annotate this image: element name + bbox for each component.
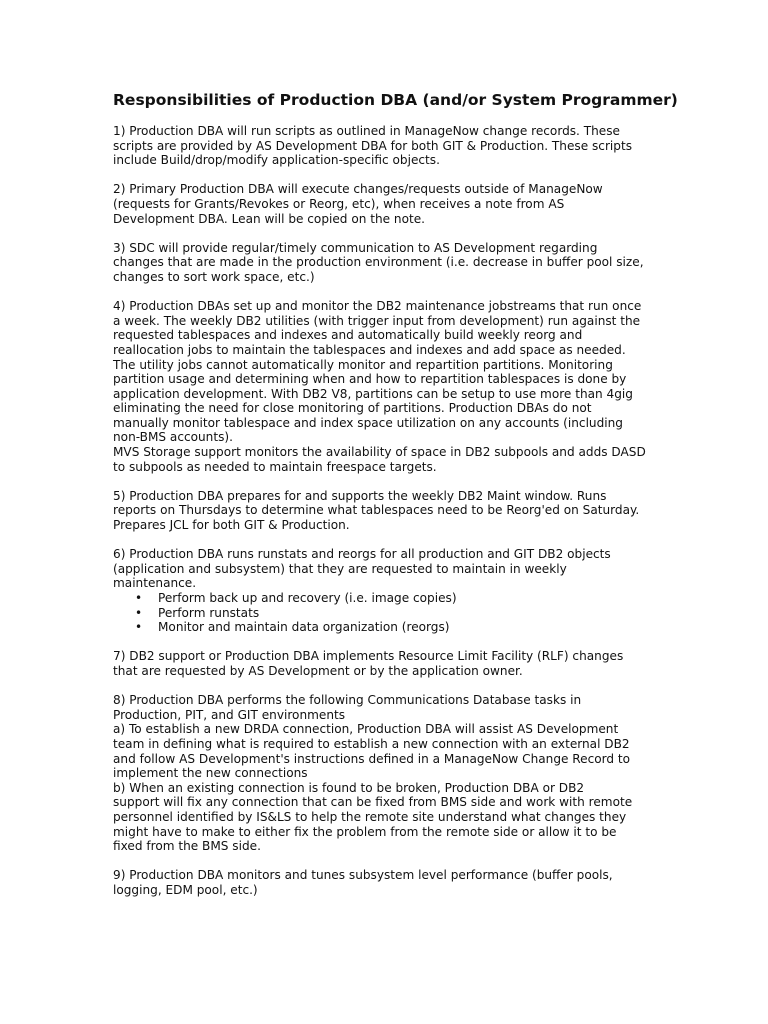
item-3-text: 3) SDC will provide regular/timely communication to AS Development regarding changes that are made in the production environment (i.e. decrease in buffer pool size, changes to sort work space, etc.) (113, 240, 644, 284)
item-6-text: 6) Production DBA runs runstats and reorgs for all production and GIT DB2 objects (application and subsystem) that they are requested to maintain in weekly maintenance. (113, 547, 611, 591)
bullet-text: Perform runstats (158, 605, 260, 620)
item-1-text: 1) Production DBA will run scripts as outlined in ManageNow change records. These scripts are provided by AS Development DBA for both GIT & Production. These scripts include Build/drop/modify application-specific objects. (113, 124, 632, 168)
item-9-text: 9) Production DBA monitors and tunes subsystem level performance (buffer pools, logging, EDM pool, etc.) (113, 868, 613, 897)
bullet-list-item (135, 591, 658, 606)
bullet-list-item (135, 620, 658, 635)
bullet-icon: • (135, 620, 143, 635)
document-title: Responsibilities of Production DBA (and/or System Programmer) (113, 91, 678, 109)
document-page (113, 90, 678, 912)
bullet-text: Perform back up and recovery (i.e. image copies) (158, 591, 457, 605)
bullet-icon: • (135, 605, 143, 620)
item-2-text: 2) Primary Production DBA will execute changes/requests outside of ManageNow (requests for Grants/Revokes or Reorg, etc), when receives a note from AS Development DBA. Lean will be copied on the note. (113, 182, 603, 226)
item-7-text: 7) DB2 support or Production DBA implements Resource Limit Facility (RLF) changes that are requested by AS Development or by the application owner. (113, 649, 624, 678)
bullet-text: Monitor and maintain data organization (reorgs) (158, 620, 450, 635)
item-6-bullet-list (113, 591, 658, 635)
bullet-icon: • (135, 591, 143, 605)
item-5-text: 5) Production DBA prepares for and supports the weekly DB2 Maint window. Runs reports on Thursdays to determine what tablespaces need to be Reorg'ed on Saturday. Prepares JCL for both GIT & Production. (113, 488, 640, 533)
item-4-text: 4) Production DBAs set up and monitor the DB2 maintenance jobstreams that run once a week. The weekly DB2 utilities (with trigger input from development) run against the requested tablespaces and indexes and automatically build weekly reorg and reallocation jobs to maintain the tablespaces and indexes and add space as needed. The utility jobs cannot automatically monitor and repartition partitions. Monitoring partition usage and determining when and how to repartition tablespaces is done by application development. With DB2 V8, partitions can be setup to use more than 4gig eliminating the need for close monitoring of partitions. Production DBAs do not manually monitor tablespace and index space utilization on any accounts (including non-BMS accounts). MVS Storage support monitors the availability of space in DB2 subpools and adds DASD to subpools as needed to maintain freespace targets. (113, 299, 646, 474)
bullet-list-item (135, 606, 658, 621)
item-8-text: 8) Production DBA performs the following Communications Database tasks in Production, PIT, and GIT environments a) To establish a new DRDA connection, Production DBA will assist AS Development team in defining what is required to establish a new connection with an external DB2 and follow AS Development's instructions defined in a ManageNow Change Record to implement the new connections b) When an existing connection is found to be broken, Production DBA or DB2 support will fix any connection that can be fixed from BMS side and work with remote personnel identified by IS&LS to help the remote site understand what changes they might have to make to either fix the problem from the remote side or allow it to be fixed from the BMS side. (113, 693, 633, 854)
